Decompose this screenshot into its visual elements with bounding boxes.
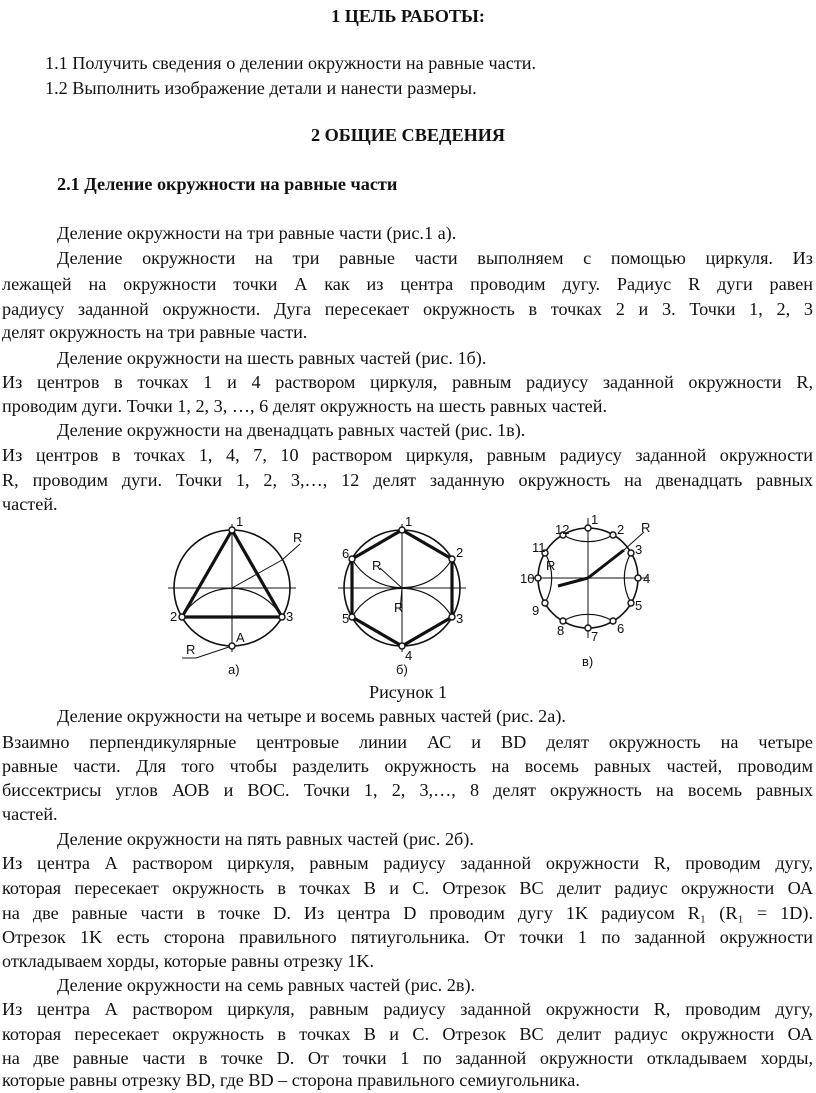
fig-b-point-2: 2 — [456, 545, 464, 560]
paragraph-twelve-line: частей. — [2, 494, 58, 514]
goal-item-2: 1.2 Выполнить изображение детали и нанести размеры. — [45, 78, 477, 98]
paragraph-five-line: откладываем хорды, которые равны отрезку 1K. — [2, 951, 375, 971]
figure-1-caption: Рисунок 1 — [368, 682, 448, 702]
figure-1-drawings — [0, 510, 816, 680]
paragraph-five-title: Деление окружности на пять равных частей (рис. 2б). — [57, 829, 474, 849]
paragraph-six-line: проводим дуги. Точки 1, 2, 3, …, 6 делят окружность на шесть равных частей. — [2, 396, 608, 416]
fig-b-point-6: 6 — [342, 546, 350, 561]
paragraph-five-line: на две равные части в точке D. Из центра D проводим дугу 1K радиусом R₁ (R₁ = 1D). — [2, 903, 813, 923]
paragraph-five-line: Отрезок 1K есть сторона правильного пятиугольника. От точки 1 по заданной окружности — [2, 927, 813, 947]
fig-b-point-4: 4 — [405, 648, 413, 663]
fig-b-radius-label: R — [394, 600, 404, 615]
paragraph-four-line: биссектрисы углов АОВ и ВОС. Точки 1, 2, 3,…, 8 делят окружность на восемь равных — [2, 780, 813, 800]
fig-a-label: а) — [228, 662, 240, 677]
paragraph-six-title: Деление окружности на шесть равных частей (рис. 1б). — [57, 348, 487, 368]
fig-c-point-6: 6 — [617, 621, 625, 636]
figure-b-six-parts — [338, 524, 466, 652]
paragraph-five-line: которая пересекает окружность в точках В и С. Отрезок ВС делит радиус окружности ОА — [2, 878, 813, 898]
fig-c-point-12: 12 — [555, 522, 570, 537]
paragraph-seven-line: которая пересекает окружность в точках В и С. Отрезок ВС делит радиус окружности ОА — [2, 1024, 813, 1044]
paragraph-seven-line: которые равны отрезку BD, где BD – сторона правильного семиугольника. — [2, 1070, 580, 1090]
fig-c-point-1: 1 — [591, 512, 599, 527]
paragraph-seven-title: Деление окружности на семь равных частей (рис. 2в). — [57, 975, 476, 995]
fig-c-label: в) — [582, 654, 594, 669]
section-heading-goal: 1 ЦЕЛЬ РАБОТЫ: — [331, 6, 485, 26]
paragraph-three-title: Деление окружности на три равные части (рис.1 а). — [57, 223, 457, 243]
fig-b-point-1: 1 — [405, 514, 413, 529]
paragraph-three-line: делят окружность на три равные части. — [2, 322, 308, 342]
fig-c-point-9: 9 — [532, 603, 540, 618]
fig-c-point-7: 7 — [591, 629, 599, 644]
fig-c-point-8: 8 — [557, 623, 565, 638]
paragraph-three-line: радиусу заданной окружности. Дуга пересекает окружность в точках 2 и 3. Точки 1, 2, 3 — [2, 299, 813, 319]
paragraph-three-line: Деление окружности на три равные части выполняем с помощью циркуля. Из — [57, 248, 813, 268]
paragraph-seven-line: Из центра А раствором циркуля, равным радиусу заданной окружности R, проводим дугу, — [2, 999, 813, 1019]
fig-a-point-2: 2 — [170, 609, 178, 624]
paragraph-four-line: частей. — [2, 804, 58, 824]
fig-c-point-4: 4 — [643, 571, 651, 586]
paragraph-six-line: Из центров в точках 1 и 4 раствором циркуля, равным радиусу заданной окружности R, — [2, 372, 813, 392]
fig-c-radius-label: R — [641, 520, 651, 535]
subsection-heading: 2.1 Деление окружности на равные части — [57, 174, 398, 194]
paragraph-four-line: равные части. Для того чтобы разделить окружность на восемь равных частей, проводим — [2, 756, 813, 776]
paragraph-four-line: Взаимно перпендикулярные центровые линии АС и BD делят окружность на четыре — [2, 732, 813, 752]
fig-b-point-3: 3 — [456, 611, 464, 626]
fig-b-radius-label: R — [372, 558, 382, 573]
paragraph-three-line: лежащей на окружности точки А как из центра проводим дугу. Радиус R дуги равен — [2, 274, 813, 294]
paragraph-twelve-line: Из центров в точках 1, 4, 7, 10 раствором циркуля, равным радиусу заданной окружности — [2, 445, 813, 465]
paragraph-four-title: Деление окружности на четыре и восемь равных частей (рис. 2а). — [57, 706, 566, 726]
fig-c-point-5: 5 — [635, 598, 643, 613]
fig-a-point-a: А — [236, 630, 245, 645]
fig-c-point-2: 2 — [617, 522, 625, 537]
paragraph-five-line: Из центра А раствором циркуля, равным радиусу заданной окружности R, проводим дугу, — [2, 853, 813, 873]
goal-item-1: 1.1 Получить сведения о делении окружности на равные части. — [45, 53, 537, 73]
fig-a-radius-label: R — [293, 530, 303, 545]
fig-c-point-3: 3 — [635, 542, 643, 557]
fig-c-point-10: 10 — [520, 571, 535, 586]
fig-b-label: б) — [396, 662, 408, 677]
figure-c-twelve-parts — [528, 518, 651, 638]
fig-b-point-5: 5 — [342, 611, 350, 626]
paragraph-seven-line: на две равные части в точке D. От точки 1 по заданной окружности откладываем хорды, — [2, 1048, 813, 1068]
fig-c-point-11: 11 — [532, 540, 546, 555]
fig-a-radius-label: R — [186, 642, 196, 657]
fig-a-point-3: 3 — [286, 609, 294, 624]
fig-c-radius-label: R — [546, 558, 556, 573]
paragraph-twelve-line: R, проводим дуги. Точки 1, 2, 3,…, 12 делят заданную окружность на двенадцать равных — [2, 470, 813, 490]
fig-a-point-1: 1 — [236, 514, 244, 529]
paragraph-twelve-title: Деление окружности на двенадцать равных частей (рис. 1в). — [57, 420, 526, 440]
figure-a-three-parts — [168, 524, 303, 658]
section-heading-general: 2 ОБЩИЕ СВЕДЕНИЯ — [310, 125, 506, 145]
